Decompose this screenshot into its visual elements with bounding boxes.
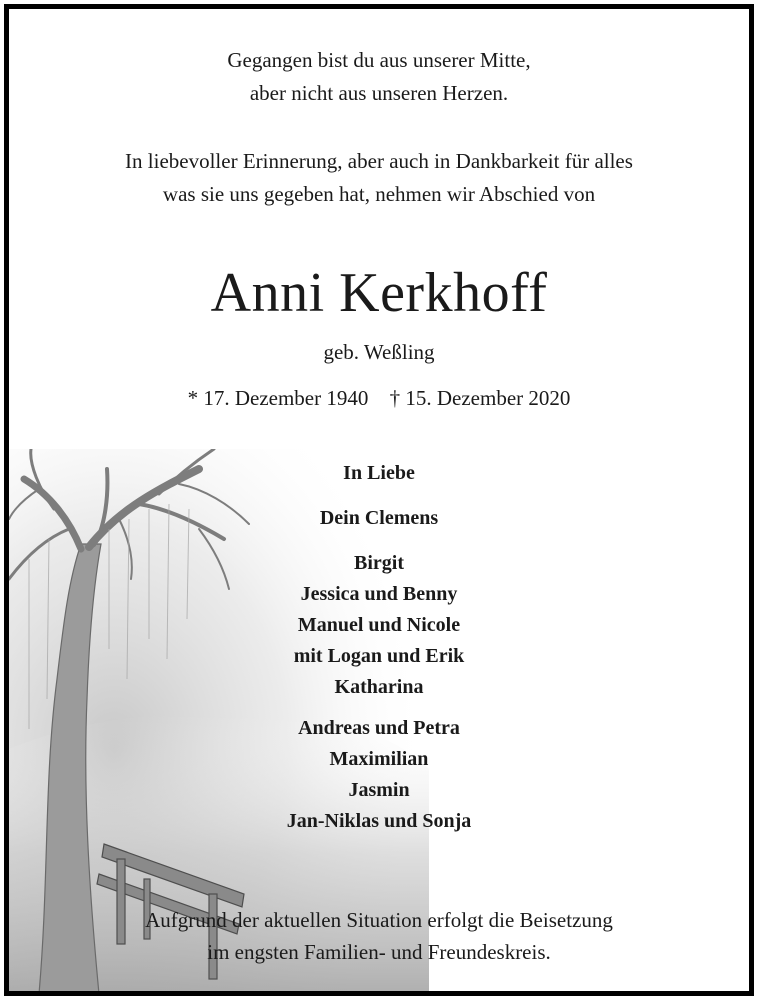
mourner-name: Jasmin: [348, 779, 410, 801]
motto-verse: [9, 44, 749, 110]
obituary-frame: [4, 4, 754, 996]
motto-line-2: aber nicht aus unseren Herzen.: [249, 81, 509, 105]
burial-notice-line-2: im engsten Familien- und Freundeskreis.: [207, 940, 551, 964]
in-liebe: In Liebe: [343, 462, 415, 484]
mourner-name: Jan-Niklas und Sonja: [286, 810, 472, 832]
mourner-name: mit Logan und Erik: [293, 645, 465, 667]
mourner-name: Maximilian: [329, 748, 429, 770]
intro-line-2: was sie uns gegeben hat, nehmen wir Abschied von: [162, 182, 596, 206]
birth-date: * 17. Dezember 1940: [187, 386, 369, 410]
mourners-list: [9, 458, 749, 851]
spouse-name: Dein Clemens: [319, 507, 439, 529]
death-date: † 15. Dezember 2020: [389, 386, 571, 410]
burial-notice: [9, 904, 749, 968]
mourner-name: Andreas und Petra: [298, 717, 460, 739]
mourner-name: Katharina: [334, 676, 424, 698]
mourner-name: Manuel und Nicole: [297, 614, 461, 636]
intro-text: [9, 145, 749, 211]
life-dates: [9, 384, 749, 412]
birth-name: geb. Weßling: [323, 340, 435, 364]
motto-line-1: Gegangen bist du aus unserer Mitte,: [227, 48, 531, 72]
intro-line-1: In liebevoller Erinnerung, aber auch in Dankbarkeit für alles: [125, 149, 633, 173]
deceased-name: Anni Kerkhoff: [210, 262, 548, 324]
mourner-name: Jessica und Benny: [300, 583, 458, 605]
burial-notice-line-1: Aufgrund der aktuellen Situation erfolgt die Beisetzung: [145, 908, 613, 932]
family-group-2: [9, 713, 749, 837]
mourner-name: Birgit: [354, 552, 404, 574]
family-group-1: [9, 548, 749, 703]
